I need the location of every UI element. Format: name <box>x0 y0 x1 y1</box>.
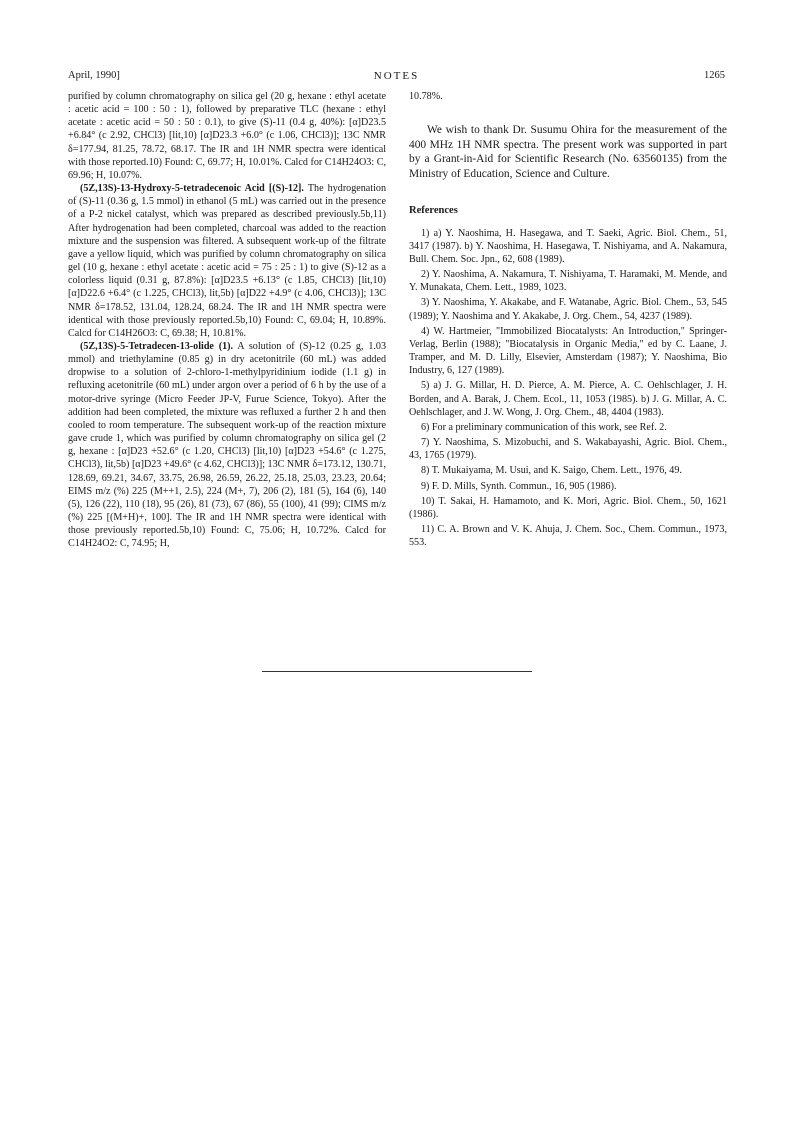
page-header <box>68 70 725 86</box>
reference-item: 7) Y. Naoshima, S. Mizobuchi, and S. Wakabayashi, Agric. Biol. Chem., 43, 1765 (1979). <box>409 437 727 462</box>
paragraph-continuation-end: 10.78%. <box>409 91 443 102</box>
paragraph-compound-1 <box>68 340 386 551</box>
acknowledgement: We wish to thank Dr. Susumu Ohira for the measurement of the 400 MHz 1H NMR spectra. The present work was supported in part by a Grant-in-Aid for Scientific Research (No. 63560135) from the Ministry of Education, Science and Culture. <box>409 124 727 180</box>
end-of-article-rule <box>262 671 532 672</box>
reference-item: 3) Y. Naoshima, Y. Akakabe, and F. Watanabe, Agric. Biol. Chem., 53, 545 (1989); Y. Naoshima and Y. Akakabe, J. Org. Chem., 54, 4237 (1989). <box>409 297 727 322</box>
paragraph-continuation: purified by column chromatography on silica gel (20 g, hexane : ethyl acetate : acetic acid = 100 : 50 : 1), followed by preparative TLC (hexane : ethyl acetate : acetic acid = 50 : 50 : 0.1), to give (S)-11 (0.4 g, 40%): [α]D23.5 +6.84° (c 2.92, CHCl3) [lit,10) [α]D23.3 +6.0° (c 1.06, CHCl3)]; 13C NMR δ=177.94, 81.25, 78.72, 68.17. The IR and 1H NMR spectra were identical with those reported.10) Found: C, 69.77; H, 10.01%. Calcd for C14H24O3: C, 69.96; H, 10.07%. <box>68 91 386 181</box>
compound-1-heading: (5Z,13S)-5-Tetradecen-13-olide (1). <box>80 340 234 352</box>
reference-item: 9) F. D. Mills, Synth. Commun., 16, 905 (1986). <box>421 480 617 492</box>
reference-item: 6) For a preliminary communication of this work, see Ref. 2. <box>421 421 667 433</box>
left-column <box>68 90 386 550</box>
compound-12-text: The hydrogenation of (S)-11 (0.36 g, 1.5 mmol) in ethanol (5 mL) was carried out in the presence of a P-2 nickel catalyst, which was prepared as described previously.5b,11) After hydrogenation had been completed, charcoal was added to the reaction mixture and the suspension was filtered. A subsequent work-up of the filtrate gave a yellow liquid, which was purified by column chromatography on silica gel (10 g, hexane : ethyl acetate : acetic acid = 75 : 25 : 1) to give (S)-12 as a colorless liquid (0.31 g, 87.8%): [α]D23.5 +6.13° (c 1.85, CHCl3) [lit,10) [α]D22.6 +6.4° (c 1.225, CHCl3), lit,5b) [α]D22 +4.9° (c 4.06, CHCl3)]; 13C NMR δ=178.52, 131.04, 128.24, 68.24. The IR and 1H NMR spectra were identical with those previously reported.5b,10) Found: C, 69.04; H, 10.89%. Calcd for C14H26O3: C, 69.38; H, 10.81%. <box>68 183 386 339</box>
paragraph-compound-12 <box>68 182 386 340</box>
page-number: 1265 <box>704 70 725 81</box>
reference-item: 2) Y. Naoshima, A. Nakamura, T. Nishiyama, T. Haramaki, M. Mende, and Y. Munakata, Chem. Lett., 1989, 1023. <box>409 269 727 294</box>
reference-item: 11) C. A. Brown and V. K. Ahuja, J. Chem. Soc., Chem. Commun., 1973, 553. <box>409 523 727 549</box>
reference-item: 5) a) J. G. Millar, H. D. Pierce, A. M. Pierce, A. C. Oehlschlager, J. H. Borden, and A. Barak, J. Chem. Ecol., 11, 1053 (1985). b) J. G. Millar, A. C. Oehlschlager, and J. W. Wong, J. Org. Chem., 48, 4404 (1983). <box>409 380 727 418</box>
section-title: NOTES <box>373 70 420 82</box>
reference-item: 10) T. Sakai, H. Hamamoto, and K. Mori, Agric. Biol. Chem., 50, 1621 (1986). <box>409 495 727 520</box>
right-column <box>409 90 727 551</box>
issue-date: April, 1990] <box>68 70 120 81</box>
reference-list <box>409 227 727 550</box>
reference-item: 4) W. Hartmeier, "Immobilized Biocatalysts: An Introduction," Springer-Verlag, Berlin (1988); "Biocatalysis in Organic Media," ed by C. Laane, J. Tramper, and M. D. Lilly, Elsevier, Amsterdam (1987); Y. Naoshima, Bio Industry, 6, 127 (1989). <box>409 325 727 377</box>
reference-item: 8) T. Mukaiyama, M. Usui, and K. Saigo, Chem. Lett., 1976, 49. <box>421 465 682 477</box>
references-heading: References <box>409 204 458 216</box>
compound-12-heading: (5Z,13S)-13-Hydroxy-5-tetradecenoic Acid [(S)-12]. <box>80 183 304 195</box>
reference-item: 1) a) Y. Naoshima, H. Hasegawa, and T. Saeki, Agric. Biol. Chem., 51, 3417 (1987). b) Y. Naoshima, H. Hasegawa, T. Nishiyama, and A. Nakamura, Bull. Chem. Soc. Jpn., 62, 608 (1989). <box>409 227 727 265</box>
compound-1-text: A solution of (S)-12 (0.25 g, 1.03 mmol) and triethylamine (0.85 g) in dry acetonitrile (60 mL) was added dropwise to a solution of 2-chloro-1-methylpyridinium iodide (1.1 g) in refluxing acetonitrile (60 mL) under argon over a period of 6 h by the use of a motor-drive syringe (Micro Feeder JP-V, Furue Science, Tokyo). After the addition had been completed, the mixture was refluxed a further 2 h and then cooled to room temperature. The subsequent work-up of the reaction mixture gave crude 1, which was purified by column chromatography on silica gel (2 g, hexane : [α]D23 +52.6° (c 1.20, CHCl3) [lit,10) [α]D23 +54.6° (c 1.275, CHCl3), lit,5b) [α]D23 +49.6° (c 4.62, CHCl3)]; 13C NMR δ=173.12, 130.71, 128.69, 69.21, 34.67, 33.75, 26.98, 26.59, 26.22, 25.18, 25.03, 23.23, 20.64; EIMS m/z (%) 225 (M++1, 2.5), 224 (M+, 7), 206 (2), 181 (5), 164 (6), 140 (5), 126 (22), 110 (18), 95 (26), 81 (73), 67 (86), 55 (100), 41 (99); CIMS m/z (%) 225 [(M+H)+, 100]. The IR and 1H NMR spectra were identical with those previously reported.5b,10) Found: C, 75.06; H, 10.72%. Calcd for C14H24O2: C, 74.95; H, <box>68 340 386 550</box>
